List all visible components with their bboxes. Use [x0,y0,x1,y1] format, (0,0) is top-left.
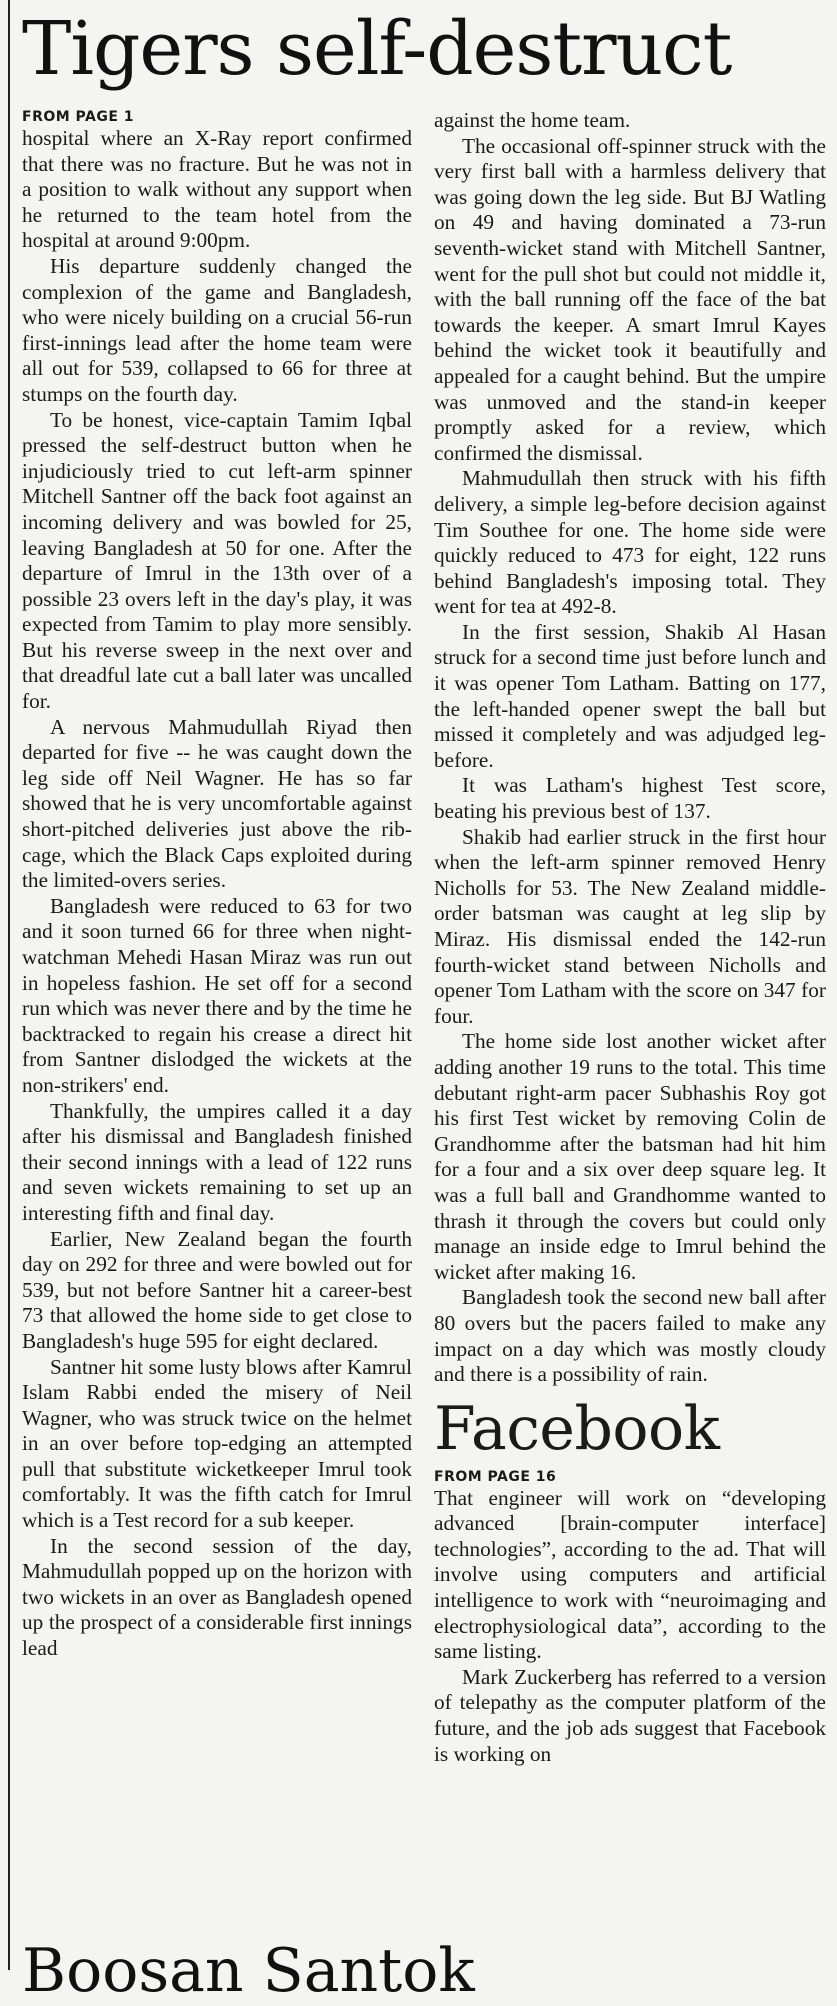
paragraph: It was Latham's highest Test score, beating his previous best of 137. [434,773,826,824]
paragraph: The occasional off-spinner struck with the very first ball with a harmless delivery that was going down the leg side. But BJ Watling on 49 and having dominated a 73-run seventh-wicket stand with Mitchell Santner, went for the pull shot but could not middle it, with the ball running off the face of the bat towards the keeper. A smart Imrul Kayes behind the wicket took it beautifully and appealed for a caught behind. But the umpire was unmoved and the stand-in keeper promptly asked for a review, which confirmed the dismissal. [434,133,826,465]
paragraph: Mahmudullah then struck with his fifth delivery, a simple leg-before decision against Tim Southee for one. The home side were quickly reduced to 473 for eight, 122 runs behind Bangladesh's imposing total. They went for tea at 492-8. [434,466,826,619]
paragraph: In the second session of the day, Mahmudullah popped up on the horizon with two wickets in an over as Bangladesh opened up the prospect of a considerable first innings lead [22,1533,412,1661]
paragraph: His departure suddenly changed the complexion of the game and Bangladesh, who were nicely building on a crucial 56-run first-innings lead after the home team were all out for 539, collapsed to 66 for three at stumps on the fourth day. [22,253,412,406]
article-headline: Tigers self-destruct [22,6,732,92]
paragraph: hospital where an X-Ray report confirmed that there was no fracture. But he was not in a position to walk without any support when he returned to the team hotel from the hospital at around 9:00pm. [22,126,412,253]
continuation-kicker: FROM PAGE 1 [22,109,135,125]
article-column-right [434,108,826,1767]
continuation-kicker: FROM PAGE 16 [434,1468,557,1485]
paragraph: A nervous Mahmudullah Riyad then departed for five -- he was caught down the leg side off Neil Wagner. He has so far showed that he is very uncomfortable against short-pitched deliveries just above the rib-cage, which the Black Caps exploited during the limited-overs series. [22,714,412,893]
paragraph: Bangladesh were reduced to 63 for two and it soon turned 66 for three when night-watchman Mehedi Hasan Miraz was run out in hopeless fashion. He set off for a second run which was never there and by the time he backtracked to regain his crease a direct hit from Santner dislodged the wickets at the non-strikers' end. [22,893,412,1097]
paragraph: That engineer will work on “developing advanced [brain-computer interface] technologies”, according to the ad. That will involve using computers and artificial intelligence to work with “neuroimaging and electrophysiological data”, according to the same listing. [434,1485,826,1664]
paragraph: Bangladesh took the second new ball after 80 overs but the pacers failed to make any impact on a day which was mostly cloudy and there is a possibility of rain. [434,1285,826,1387]
paragraph: To be honest, vice-captain Tamim Iqbal pressed the self-destruct button when he injudiciously tried to cut left-arm spinner Mitchell Santner off the back foot against an incoming delivery and was bowled for 25, leaving Bangladesh at 50 for one. After the departure of Imrul in the 13th over of a possible 23 overs left in the day's play, it was expected from Tamim to play more sensibly. But his reverse sweep in the next over and that dreadful late cut a ball later was uncalled for. [22,407,412,714]
paragraph: The home side lost another wicket after adding another 19 runs to the total. This time debutant right-arm pacer Subhashis Roy got his first Test wicket by removing Colin de Grandhomme after the batsman had hit him for a four and a six over deep square leg. It was a full ball and Grandhomme wanted to thrash it through the covers but could only manage an inside edge to Imrul behind the wicket after making 16. [434,1029,826,1284]
paragraph: Santner hit some lusty blows after Kamrul Islam Rabbi ended the misery of Neil Wagner, who was struck twice on the helmet in an over before top-edging an attempted pull that substitute wicketkeeper Imrul took comfortably. It was the fifth catch for Imrul which is a Test record for a sub keeper. [22,1354,412,1533]
paragraph: Thankfully, the umpires called it a day after his dismissal and Bangladesh finished their second innings with a lead of 122 runs and seven wickets remaining to set up an interesting fifth and final day. [22,1098,412,1225]
paragraph: Shakib had earlier struck in the first hour when the left-arm spinner removed Henry Nicholls for 53. The New Zealand middle-order batsman was caught at leg slip by Miraz. His dismissal ended the 142-run fourth-wicket stand between Nicholls and opener Tom Latham with the score on 347 for four. [434,824,826,1028]
article-column-left [22,108,412,1662]
next-article-headline: Boosan Santok [22,1936,475,2006]
paragraph: Mark Zuckerberg has referred to a version of telepathy as the computer platform of the future, and the job ads suggest that Facebook is working on [434,1664,826,1766]
paragraph: against the home team. [434,108,631,132]
column-rule [8,0,10,1970]
paragraph: In the first session, Shakib Al Hasan struck for a second time just before lunch and it was opener Tom Latham. Batting on 177, the left-handed opener swept the ball but missed it completely and was adjudged leg-before. [434,619,826,772]
facebook-headline: Facebook [434,1393,720,1464]
paragraph: Earlier, New Zealand began the fourth day on 292 for three and were bowled out for 539, but not before Santner hit a career-best 73 that allowed the home side to get close to Bangladesh's huge 595 for eight declared. [22,1226,412,1353]
